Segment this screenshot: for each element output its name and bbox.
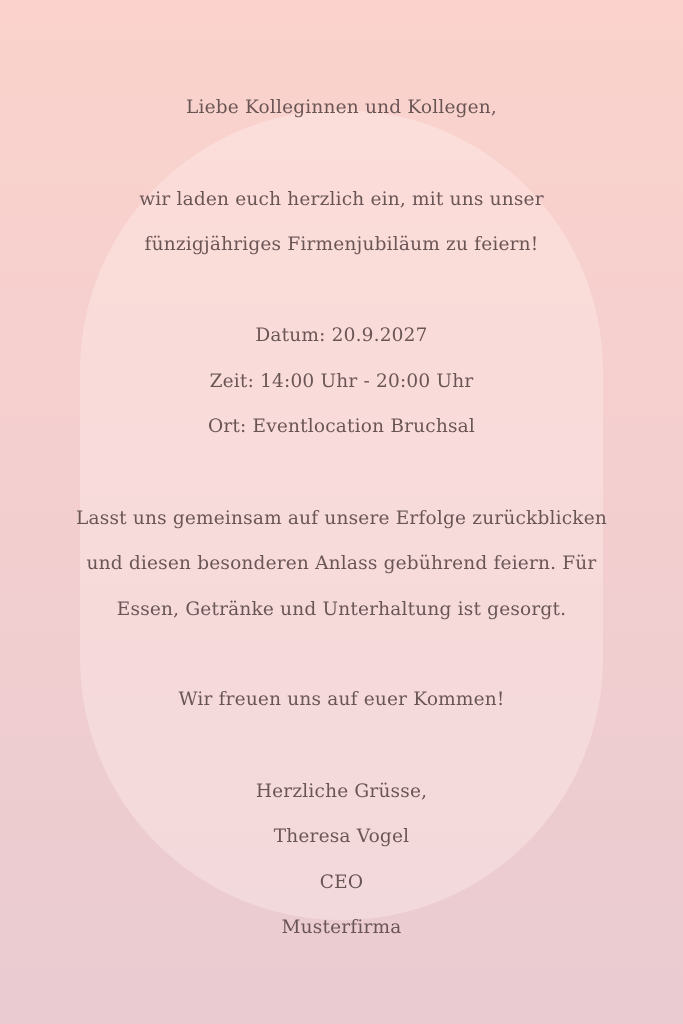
body-line-2: und diesen besonderen Anlass gebührend feiern. Für <box>86 553 597 574</box>
intro-line-1: wir laden euch herzlich ein, mit uns unser <box>139 189 544 210</box>
intro-line-2: fünzigjähriges Firmenjubiläum zu feiern! <box>144 234 539 255</box>
sign-off: Herzliche Grüsse, <box>255 781 428 802</box>
closing-line: Wir freuen uns auf euer Kommen! <box>178 689 505 710</box>
body-line-3: Essen, Getränke und Unterhaltung ist gesorgt. <box>116 599 567 620</box>
greeting: Liebe Kolleginnen und Kollegen, <box>186 97 497 118</box>
signer-name: Theresa Vogel <box>273 826 410 847</box>
event-location: Ort: Eventlocation Bruchsal <box>207 416 475 437</box>
body-line-1: Lasst uns gemeinsam auf unsere Erfolge zurückblicken <box>76 508 607 529</box>
signer-title: CEO <box>319 872 364 893</box>
event-date: Datum: 20.9.2027 <box>255 325 428 346</box>
event-time: Zeit: 14:00 Uhr - 20:00 Uhr <box>209 371 474 392</box>
company-name: Musterfirma <box>281 917 402 938</box>
